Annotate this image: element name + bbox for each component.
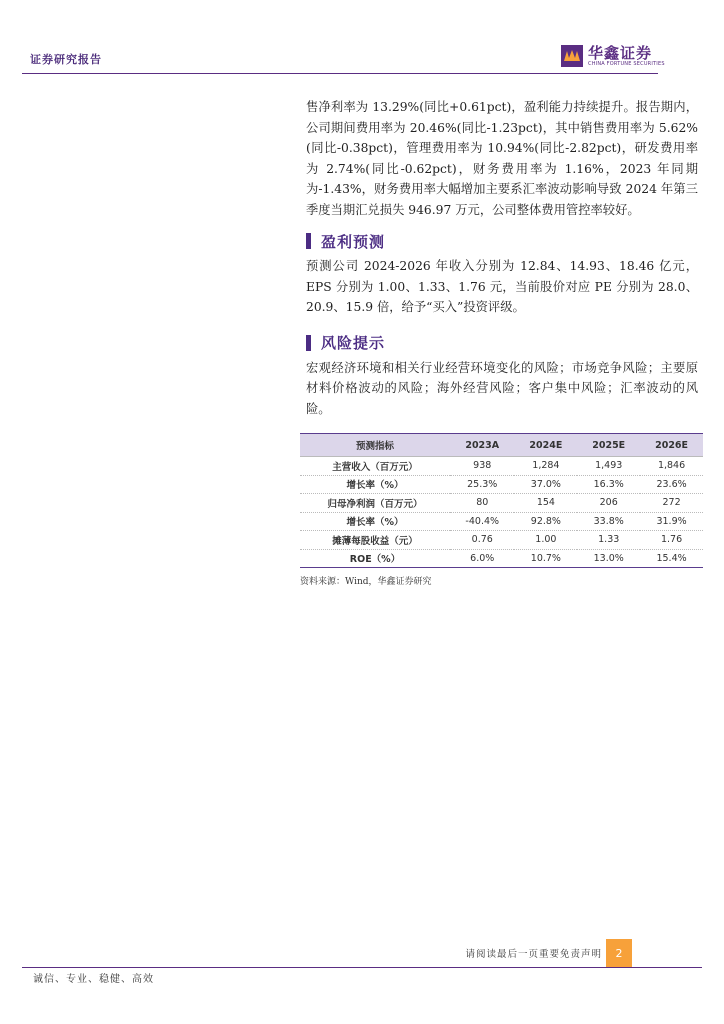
section-heading-risk (306, 332, 698, 354)
report-type-label: 证券研究报告 (30, 53, 102, 66)
section-title-forecast: 盈利预测 (321, 232, 386, 251)
table-cell: 1,846 (640, 457, 703, 476)
paragraph-profitability: 售净利率为 13.29%(同比+0.61pct)，盈利能力持续提升。报告期内，公司期间费用率为 20.46%(同比-1.23pct)，其中销售费用率为 5.62%(同比-0.38pct)，管理费用率为 10.94%(同比-2.82pct)，研发费用率为 2.74%(同比-0.62pct)，财务费用率为 1.16%，2023 年同期为-1.43%，财务费用率大幅增加主要系汇率波动影响导致 2024 年第三季度当期汇兑损失 946.97 万元，公司整体费用管控率较好。 (306, 100, 698, 217)
page-number: 2 (606, 939, 632, 967)
table-row (300, 549, 703, 568)
table-cell: 1.00 (514, 531, 577, 550)
footer-slogan: 诚信、专业、稳健、高效 (33, 974, 154, 985)
table-header-cell: 2023A (450, 434, 514, 457)
table-cell: 1.33 (577, 531, 640, 550)
row-label: 摊薄每股收益（元） (300, 531, 450, 550)
table-cell: 938 (450, 457, 514, 476)
table-cell: 206 (577, 494, 640, 513)
table-cell: 31.9% (640, 512, 703, 531)
table-row (300, 531, 703, 550)
table-cell: 1,284 (514, 457, 577, 476)
table-cell: 80 (450, 494, 514, 513)
row-label: 增长率（%） (300, 512, 450, 531)
section-marker (306, 233, 311, 249)
table-row (300, 512, 703, 531)
section-heading-forecast (306, 230, 698, 252)
table-cell: 15.4% (640, 549, 703, 568)
logo-mark-icon (561, 45, 583, 67)
table-header-cell: 2025E (577, 434, 640, 457)
section-marker (306, 335, 311, 351)
table-header-cell: 2026E (640, 434, 703, 457)
table-row (300, 457, 703, 476)
footer-divider (22, 967, 702, 968)
table-cell: 16.3% (577, 475, 640, 494)
table-cell: 154 (514, 494, 577, 513)
section-title-risk: 风险提示 (321, 334, 386, 352)
table-header-cell: 2024E (514, 434, 577, 457)
table-cell: 1.76 (640, 531, 703, 550)
row-label: 归母净利润（百万元） (300, 494, 450, 513)
table-cell: 1,493 (577, 457, 640, 476)
table-cell: 0.76 (450, 531, 514, 550)
company-logo (561, 45, 665, 68)
paragraph-risk: 宏观经济环境和相关行业经营环境变化的风险；市场竞争风险；主要原材料价格波动的风险；海外经营风险；客户集中风险；汇率波动的风险。 (306, 360, 698, 416)
table-cell: 272 (640, 494, 703, 513)
table-cell: 25.3% (450, 475, 514, 494)
row-label: 增长率（%） (300, 475, 450, 494)
table-cell: 92.8% (514, 512, 577, 531)
table-cell: 23.6% (640, 475, 703, 494)
logo-english-name: CHINA FORTUNE SECURITIES (588, 61, 665, 67)
row-label: ROE（%） (300, 549, 450, 568)
header-divider (22, 73, 658, 74)
forecast-table (300, 433, 703, 568)
table-header-row (300, 434, 703, 457)
paragraph-forecast: 预测公司 2024-2026 年收入分别为 12.84、14.93、18.46 亿元，EPS 分别为 1.00、1.33、1.76 元，当前股价对应 PE 分别为 28.0、20.9、15.9 倍，给予“买入”投资评级。 (306, 259, 698, 314)
main-content (300, 97, 698, 587)
disclaimer-note: 请阅读最后一页重要免责声明 (465, 949, 602, 960)
table-row (300, 494, 703, 513)
table-cell: 37.0% (514, 475, 577, 494)
table-cell: 10.7% (514, 549, 577, 568)
table-cell: 6.0% (450, 549, 514, 568)
table-cell: -40.4% (450, 512, 514, 531)
table-cell: 13.0% (577, 549, 640, 568)
logo-chinese-name: 华鑫证券 (588, 44, 653, 62)
table-source-note: 资料来源：Wind，华鑫证券研究 (300, 577, 432, 587)
table-cell: 33.8% (577, 512, 640, 531)
table-header-cell: 预测指标 (300, 434, 450, 457)
table-row (300, 475, 703, 494)
row-label: 主营收入（百万元） (300, 457, 450, 476)
